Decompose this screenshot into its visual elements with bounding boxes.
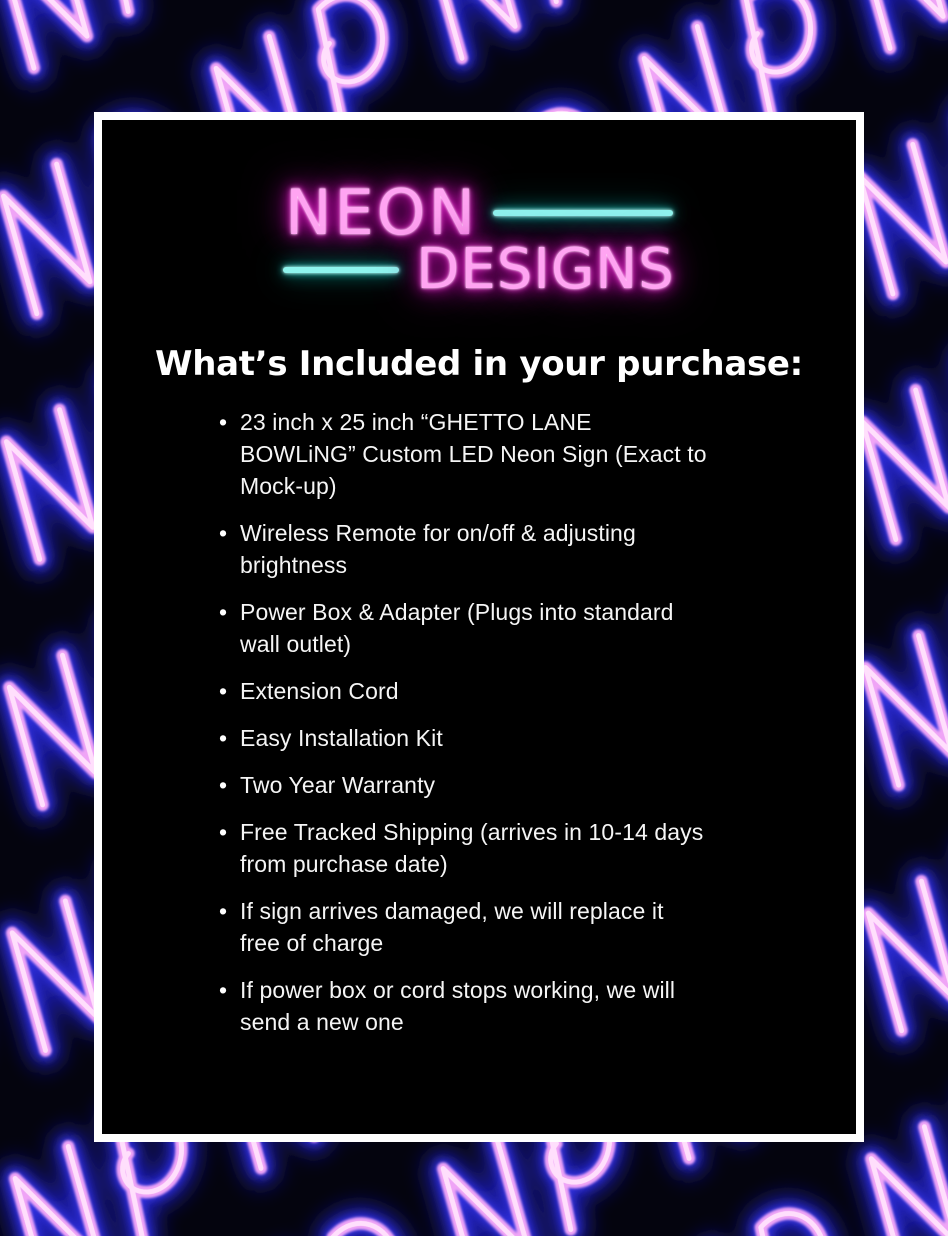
teal-neon-line-top-icon (493, 210, 673, 216)
included-item (218, 974, 710, 1038)
included-item-text: Easy Installation Kit (240, 725, 443, 751)
included-item (218, 722, 710, 754)
included-items-list (218, 406, 710, 1053)
included-item-text: If power box or cord stops working, we will send a new one (240, 977, 676, 1035)
included-item-text: Two Year Warranty (240, 772, 436, 798)
included-item (218, 517, 710, 581)
brand-logo (102, 176, 856, 302)
included-item (218, 675, 710, 707)
brand-logo-row-bottom (283, 237, 675, 302)
brand-word-neon: NEON (285, 176, 478, 249)
included-item-text: If sign arrives damaged, we will replace it free of charge (240, 898, 664, 956)
included-item (218, 816, 710, 880)
included-item-text: Wireless Remote for on/off & adjusting brightness (240, 520, 636, 578)
included-item-text: Power Box & Adapter (Plugs into standard wall outlet) (240, 599, 674, 657)
included-item-text: 23 inch x 25 inch “GHETTO LANE BOWLiNG” Custom LED Neon Sign (Exact to Mock-up) (240, 409, 707, 499)
brand-logo-row-top (285, 176, 673, 249)
included-item (218, 769, 710, 801)
content-panel (94, 112, 864, 1142)
teal-neon-line-bottom-icon (283, 267, 399, 273)
included-item-text: Free Tracked Shipping (arrives in 10-14 days from purchase date) (240, 819, 704, 877)
included-item (218, 406, 710, 502)
included-item (218, 596, 710, 660)
brand-word-designs: DESIGNS (416, 237, 675, 302)
included-item-text: Extension Cord (240, 678, 399, 704)
included-item (218, 895, 710, 959)
page-title: What’s Included in your purchase: (155, 344, 803, 384)
